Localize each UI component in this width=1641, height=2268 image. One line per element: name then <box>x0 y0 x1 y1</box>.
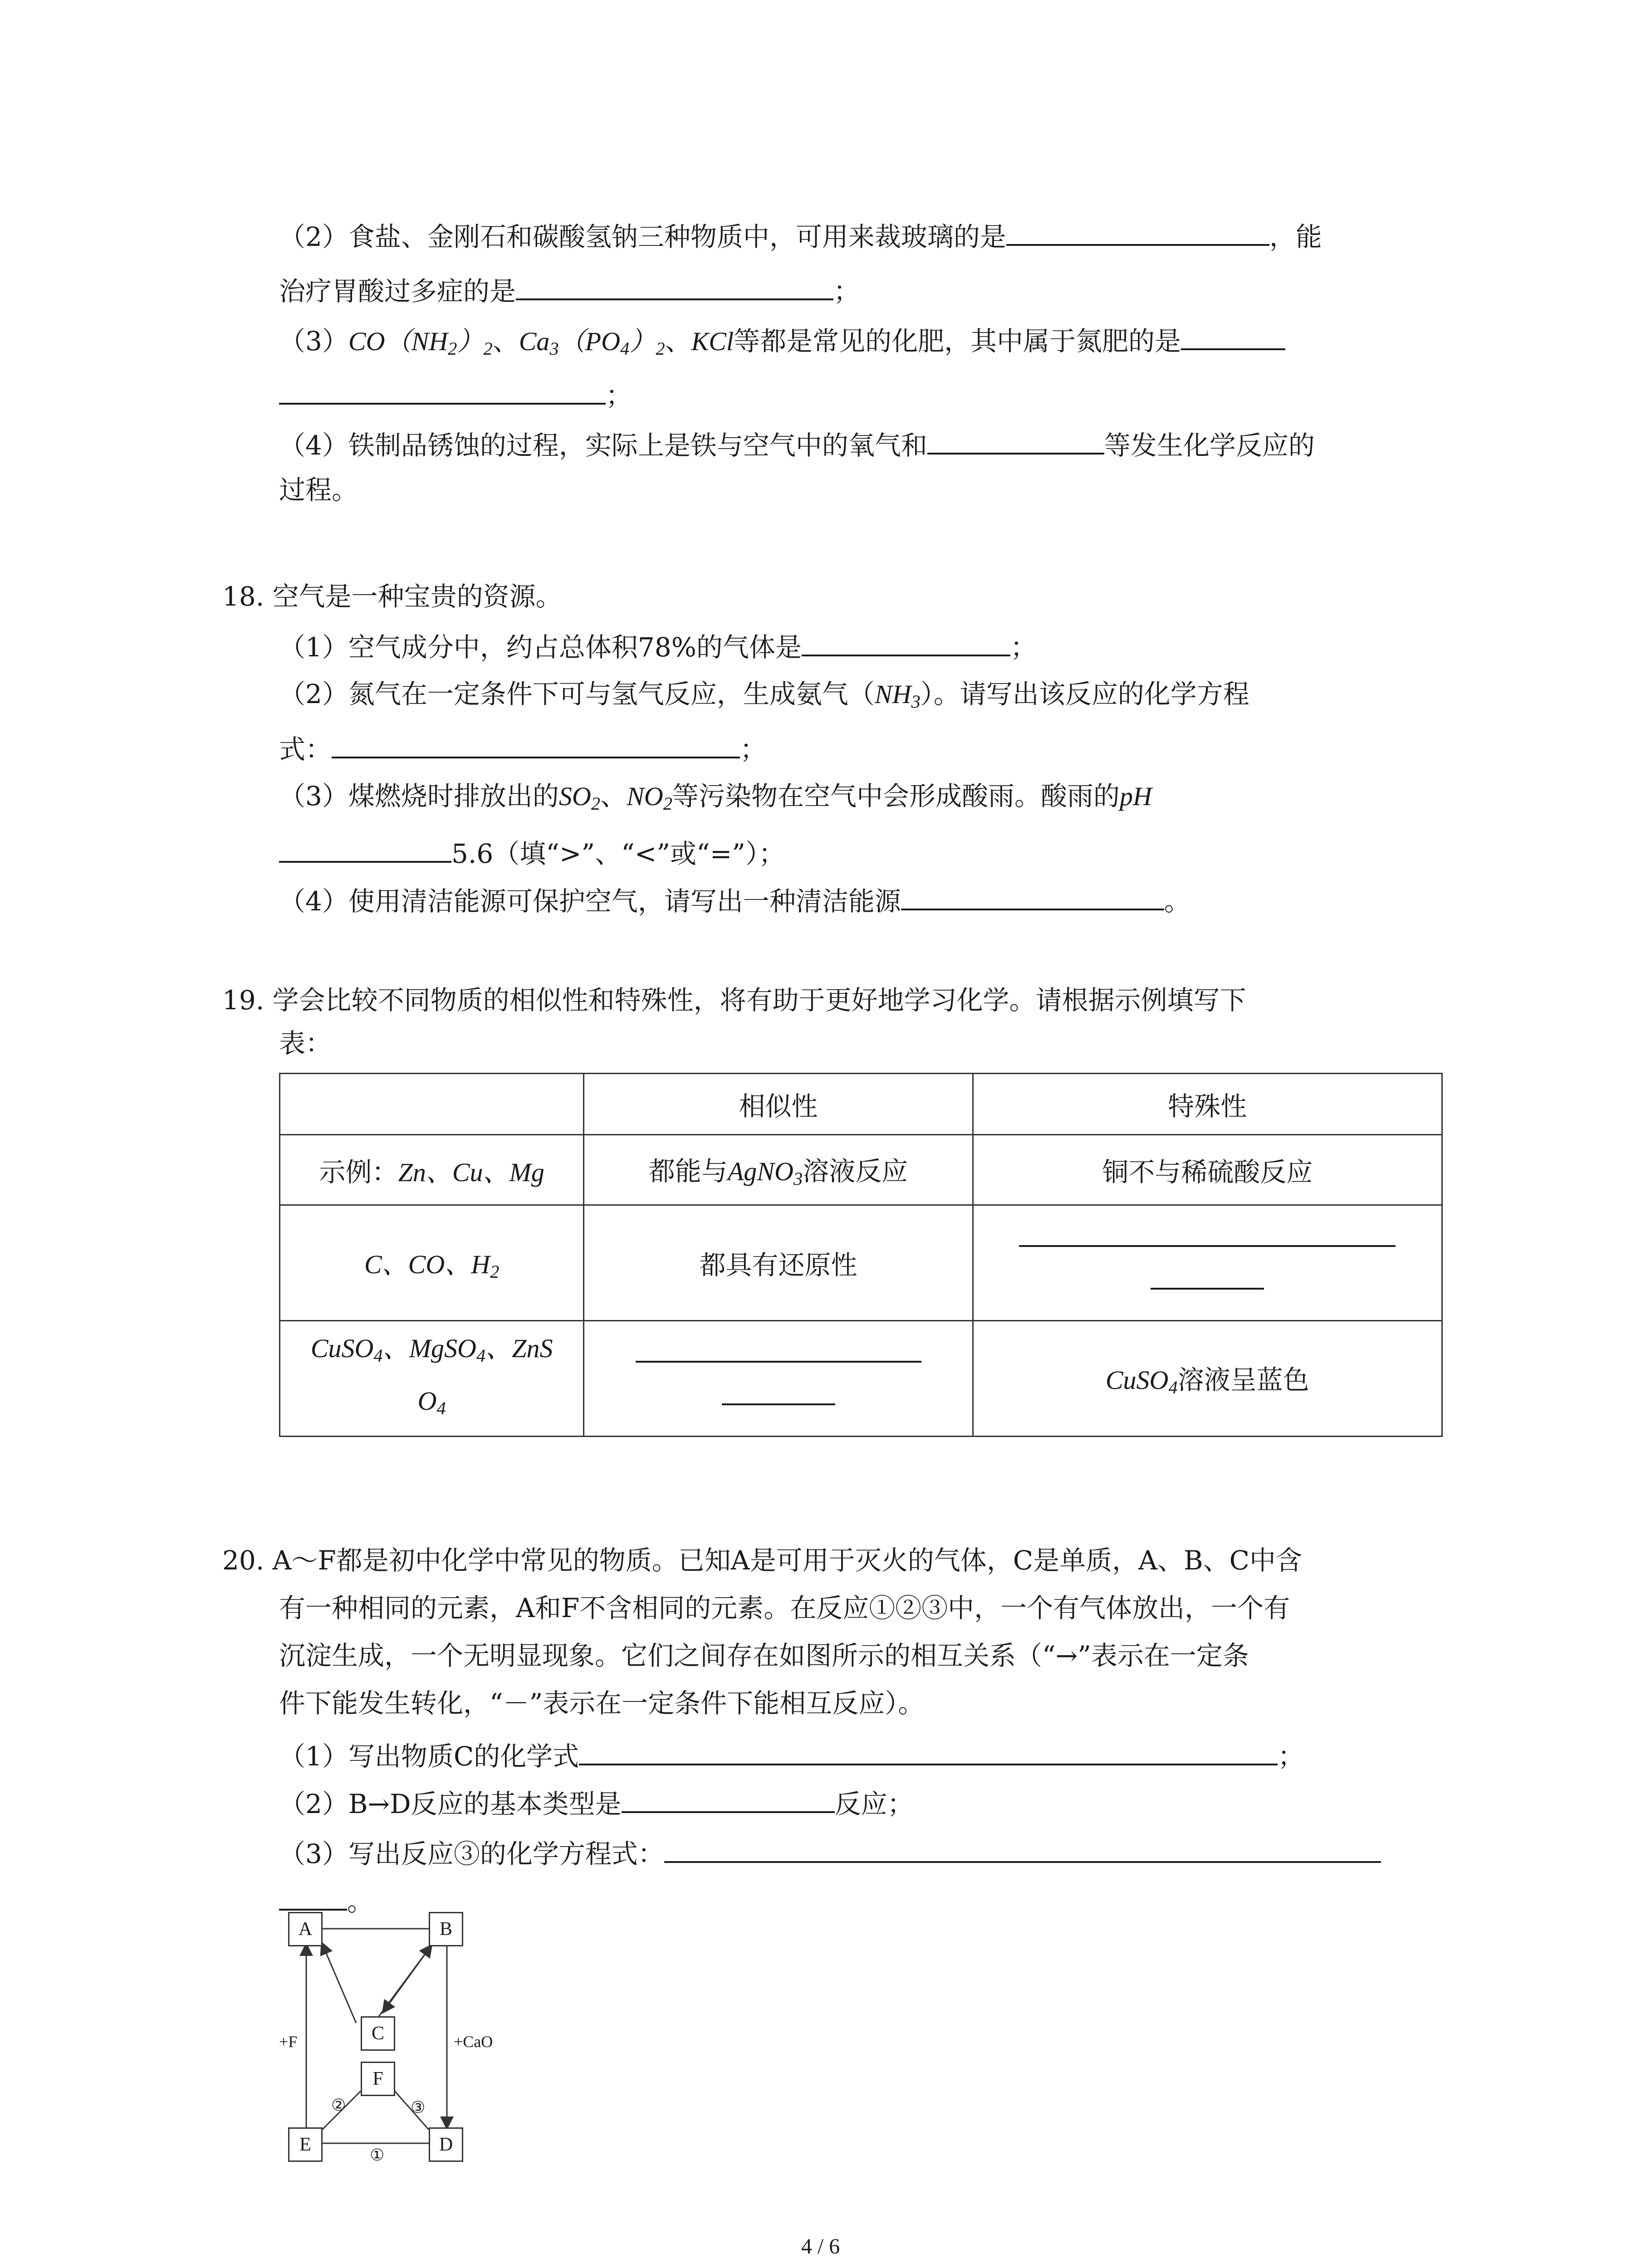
label-reaction-3: ③ <box>411 2098 426 2116</box>
table-header-row <box>280 1074 1442 1135</box>
q20-line3: 沉淀生成，一个无明显现象。它们之间存在如图所示的相互关系（“→”表示在一定条 <box>279 1640 1249 1671</box>
answer-blank[interactable] <box>664 1830 1381 1863</box>
answer-blank[interactable] <box>722 1394 835 1405</box>
answer-blank[interactable] <box>802 624 1010 656</box>
node-b: B <box>429 1912 463 1946</box>
answer-blank[interactable] <box>927 422 1104 455</box>
answer-blank[interactable] <box>636 1352 921 1363</box>
q18-part4: （4）使用清洁能源可保护空气，请写出一种清洁能源 。 <box>279 878 1190 924</box>
node-c: C <box>361 2016 395 2051</box>
header-specificity: 特殊性 <box>973 1074 1442 1135</box>
edge-b-c <box>383 1946 431 2012</box>
q19-title-line2: 表： <box>279 1028 332 1059</box>
node-a: A <box>288 1912 323 1946</box>
q20-part3-line1: （3）写出反应③的化学方程式： <box>279 1830 1381 1877</box>
q20-line1: 20. A～F都是初中化学中常见的物质。已知A是可用于灭火的气体，C是单质，A、B、C中含 <box>222 1545 1302 1576</box>
q17-part3-line2: ； <box>279 372 632 418</box>
answer-blank[interactable] <box>1151 1279 1264 1290</box>
q17-part2-line2: 治疗胃酸过多症的是 ； <box>279 268 860 314</box>
q18-part2-line2: 式： ； <box>279 726 766 772</box>
answer-blank[interactable] <box>279 830 451 863</box>
page-number: 4 / 6 <box>801 2234 840 2258</box>
q17-part3-line1: $(3)CO(NH_2)_2$、$Ca_3(PO_4)_2$、KCl等都是常见的化肥，其中属于氮肥的是 <box>279 318 1285 371</box>
answer-blank[interactable] <box>622 1780 835 1813</box>
q20-line4: 件下能发生转化，“－”表示在一定条件下能相互反应）。 <box>279 1688 925 1719</box>
table-row: 示例：Zn、Cu、Mg 都能与AgNO$_3$溶液反应 铜不与稀硫酸反应 <box>280 1135 1442 1205</box>
q17-part4-line1: （4）铁制品锈蚀的过程，实际上是铁与空气中的氧气和 等发生化学反应的 <box>279 422 1315 468</box>
q20-part1: （1）写出物质C的化学式 ； <box>279 1733 1304 1779</box>
answer-blank[interactable] <box>279 372 606 405</box>
label-reaction-2: ② <box>331 2096 346 2114</box>
answer-blank[interactable] <box>901 878 1164 910</box>
label-reaction-1: ① <box>370 2146 385 2164</box>
answer-blank[interactable] <box>1019 1236 1396 1247</box>
edge-c-a <box>322 1944 356 2023</box>
q17-part4-line2: 过程。 <box>279 474 358 505</box>
answer-blank[interactable] <box>1006 213 1269 246</box>
node-f: F <box>361 2062 395 2096</box>
label-plus-cao: +CaO <box>454 2033 493 2051</box>
q18-part2-line1: （2）氮气在一定条件下可与氢气反应，生成氨气$(NH_3)$。请写出该反应的化学方程 <box>279 679 1249 712</box>
q17-part2-line1: （2）食盐、金刚石和碳酸氢钠三种物质中，可用来裁玻璃的是 ，能 <box>279 213 1322 259</box>
answer-blank[interactable] <box>1181 318 1285 350</box>
q19-title-line1: 19. 学会比较不同物质的相似性和特殊性，将有助于更好地学习化学。请根据示例填写下 <box>222 985 1246 1016</box>
q18-title: 18. 空气是一种宝贵的资源。 <box>222 581 562 612</box>
table-row: CuSO$_4$、MgSO$_4$、ZnS $O_4$ CuSO$_4$溶液呈蓝色 <box>280 1321 1442 1437</box>
table-row: C、CO、$H_2$ 都具有还原性 <box>280 1205 1442 1321</box>
q18-part3-line2: 5.6（填“>”、“<”或“=”）； <box>279 830 785 876</box>
answer-blank[interactable] <box>332 726 740 758</box>
q20-line2: 有一种相同的元素，A和F不含相同的元素。在反应①②③中，一个有气体放出，一个有 <box>279 1593 1290 1623</box>
q20-part2: （2）B→D反应的基本类型是 反应； <box>279 1780 914 1827</box>
header-similarity: 相似性 <box>584 1074 973 1135</box>
answer-blank[interactable] <box>516 268 833 300</box>
node-e: E <box>288 2127 323 2162</box>
comparison-table <box>279 1073 1443 1437</box>
q20-part3-line2: 。 <box>279 1878 373 1924</box>
q18-part1: （1）空气成分中，约占总体积78%的气体是 ； <box>279 624 1037 670</box>
label-plus-f: +F <box>279 2033 298 2051</box>
answer-blank[interactable] <box>579 1733 1278 1765</box>
node-d: D <box>429 2127 463 2162</box>
q18-part3-line1: （3）煤燃烧时排放出的$SO_2$、$NO_2$等污染物在空气中会形成酸雨。酸雨的pH <box>279 781 1152 814</box>
